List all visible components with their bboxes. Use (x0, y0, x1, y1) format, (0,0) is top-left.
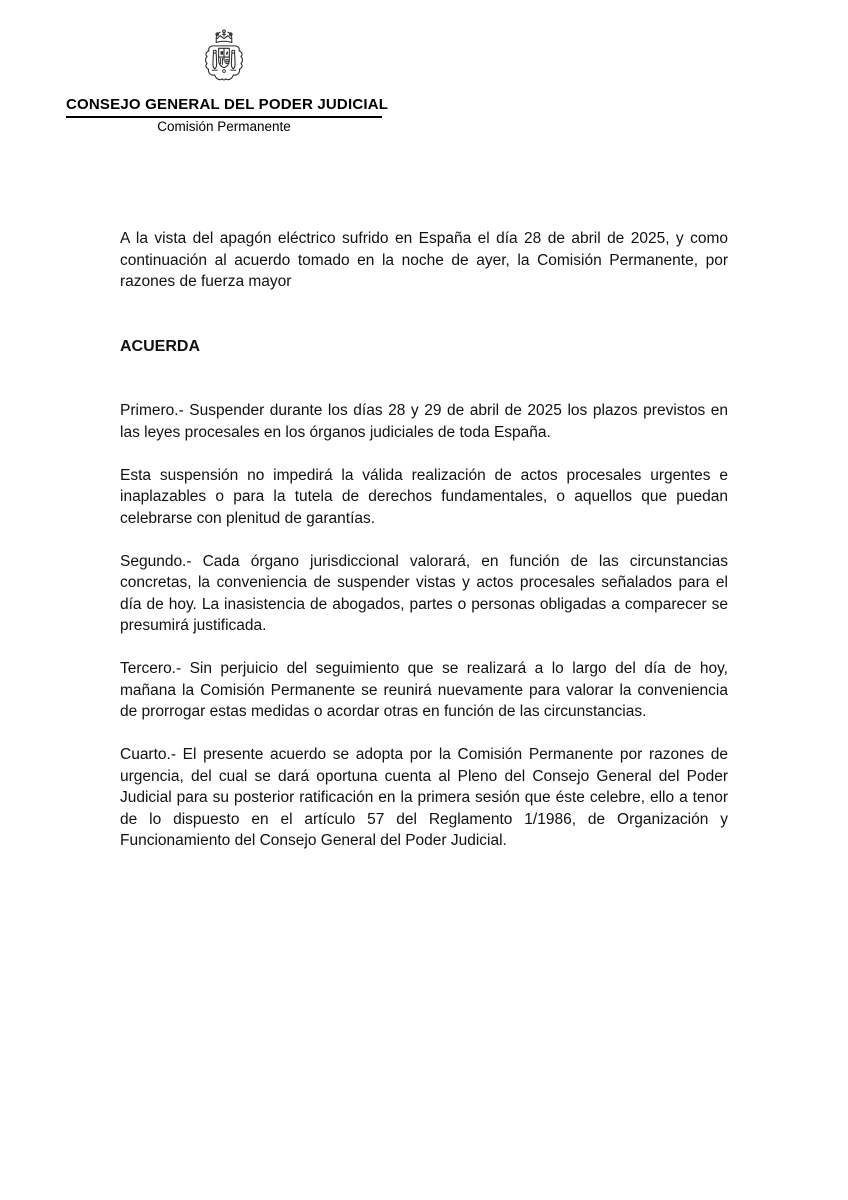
document-body (120, 228, 728, 873)
paragraph-segundo: Segundo.- Cada órgano jurisdiccional valorará, en función de las circunstancias concretas, la conveniencia de suspender vistas y actos procesales señalados para el día de hoy. La inasistencia de abogados, partes o personas obligadas a comparecer se presumirá justificada. (120, 552, 728, 634)
intro-paragraph: A la vista del apagón eléctrico sufrido en España el día 28 de abril de 2025, y como continuación al acuerdo tomado en la noche de ayer, la Comisión Permanente, por razones de fuerza mayor (120, 230, 728, 290)
cgpj-coat-of-arms-icon (191, 26, 257, 90)
paragraph-cuarto: Cuarto.- El presente acuerdo se adopta por la Comisión Permanente por razones de urgencia, del cual se dará oportuna cuenta al Pleno del Consejo General del Poder Judicial para su posterior ratificación en la primera sesión que éste celebre, ello a tenor de lo dispuesto en el artículo 57 del Reglamento 1/1986, de Organización y Funcionamiento del Consejo General del Poder Judicial. (120, 746, 728, 849)
paragraph-tercero: Tercero.- Sin perjuicio del seguimiento que se realizará a lo largo del día de hoy, mañana la Comisión Permanente se reunirá nuevamente para valorar la conveniencia de prorrogar estas medidas o acordar otras en función de las circunstancias. (120, 660, 728, 720)
acuerda-heading: ACUERDA (120, 337, 200, 355)
org-name-title: CONSEJO GENERAL DEL PODER JUDICIAL (66, 96, 382, 118)
paragraph-suspension-note: Esta suspensión no impedirá la válida realización de actos procesales urgentes e inaplazables o para la tutela de derechos fundamentales, o aquellos que puedan celebrarse con plenitud de garantías. (120, 466, 728, 527)
division-subtitle: Comisión Permanente (157, 119, 291, 134)
paragraph-primero: Primero.- Suspender durante los días 28 y 29 de abril de 2025 los plazos previstos en las leyes procesales en los órganos judiciales de toda España. (120, 402, 728, 441)
letterhead (66, 26, 389, 134)
